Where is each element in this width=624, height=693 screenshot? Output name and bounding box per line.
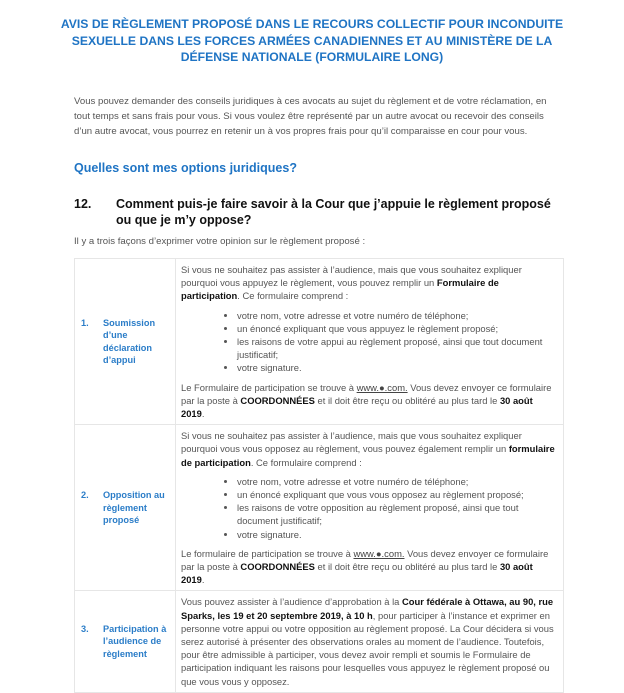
option-number: 3. — [81, 623, 89, 634]
text: . — [201, 408, 205, 420]
intro-paragraph: Vous pouvez demander des conseils juridiques à ces avocats au sujet du règlement et de votre réclamation, en tout temps et sans frais pour vous. Si vous voulez être représenté par un autre avocat ou recevoir des conseils d’un autre avocat, vous pourrez en retenir un à vos propres frais pour qu’il comparaisse en cour pour vous. — [74, 96, 547, 137]
text: Le Formulaire de participation se trouve à — [181, 381, 357, 393]
list-item: • votre signature. — [237, 528, 557, 541]
option-label-cell — [75, 259, 176, 425]
website-link[interactable]: www.●.com. — [353, 547, 405, 559]
form-name: formulaire de participation — [181, 443, 555, 468]
text: Vous pouvez assister à l’audience d’approbation à la — [181, 596, 402, 608]
option-label-cell — [75, 591, 176, 692]
option-label: Soumission d’une déclaration d’appui — [103, 317, 156, 366]
website-link[interactable]: www.●.com. — [356, 381, 408, 393]
requirements-list — [181, 475, 557, 541]
text: Si vous ne souhaitez pas assister à l’audience, mais que vous souhaitez expliquer pourquoi vous appuyez le règlement, vous pouvez remplir un — [181, 264, 522, 289]
option-paragraph — [181, 381, 557, 421]
option-paragraph — [181, 429, 557, 469]
hearing-details: Cour fédérale à Ottawa, au 90, rue Sparks, les 19 et 20 septembre 2019, à 10 h — [181, 596, 554, 621]
text: Le formulaire de participation se trouve à — [181, 547, 354, 559]
text: Vous devez envoyer ce formulaire par la poste à — [181, 547, 549, 573]
text: . Ce formulaire comprend : — [237, 290, 349, 302]
question-heading — [74, 196, 564, 228]
option-row — [75, 591, 564, 692]
list-item: • un énoncé expliquant que vous vous opposez au règlement proposé; — [237, 488, 557, 501]
list-item: • votre nom, votre adresse et votre numéro de téléphone; — [237, 475, 557, 488]
question-text: Comment puis-je faire savoir à la Cour que j’appuie le règlement proposé ou que je m’y oppose? — [116, 197, 551, 227]
text: et il doit être reçu ou oblitéré au plus tard le — [314, 561, 500, 573]
requirements-list — [181, 309, 557, 375]
text: . Ce formulaire comprend : — [250, 456, 362, 468]
option-row — [75, 425, 564, 591]
option-label-cell — [75, 425, 176, 591]
document-title: AVIS DE RÈGLEMENT PROPOSÉ DANS LE RECOURS COLLECTIF POUR INCONDUITE SEXUELLE DANS LES FORCES ARMÉES CANADIENNES ET AU MINISTÈRE DE LA DÉFENSE NATIONALE (FORMULAIRE LONG) — [60, 17, 564, 64]
text: et il doit être reçu ou oblitéré au plus tard le — [314, 394, 500, 406]
list-item: • votre nom, votre adresse et votre numéro de téléphone; — [237, 309, 557, 322]
list-item: • un énoncé expliquant que vous appuyez le règlement proposé; — [237, 322, 557, 335]
option-paragraph — [181, 263, 557, 303]
option-number: 2. — [81, 490, 89, 501]
list-item: • les raisons de votre appui au règlement proposé, ainsi que tout document justificatif; — [237, 335, 557, 361]
contact-info: COORDONNÉES — [240, 561, 315, 573]
option-paragraph — [181, 547, 557, 587]
question-number: 12. — [74, 197, 92, 211]
option-label: Participation à l’audience de règlement — [103, 623, 167, 659]
text: , pour participer à l’instance et exprimer en personne votre appui ou votre opposition au règlement proposé. La Cour décidera si vous serez autorisé à présenter des observations orales au moment de l’audience. Toutefois, pour être admissible à participer, vous devez avoir rempli et soumis le Formulaire de participation indiquant les raisons pour lesquelles vous appuyez le règlement proposé ou que vous vous y opposez. — [181, 609, 554, 687]
text: Si vous ne souhaitez pas assister à l’audience, mais que vous souhaitez expliquer pourquoi vous vous opposez au règlement, vous pouvez également remplir un — [181, 430, 522, 455]
text: Vous devez envoyer ce formulaire par la poste à — [181, 381, 552, 406]
option-number: 1. — [81, 317, 89, 328]
form-name: Formulaire de participation — [181, 277, 499, 302]
option-row — [75, 259, 564, 425]
options-table — [74, 258, 564, 693]
text: . — [201, 574, 205, 586]
list-item: • votre signature. — [237, 361, 557, 374]
option-description — [176, 259, 564, 425]
deadline: 30 août 2019 — [181, 561, 533, 586]
contact-info: COORDONNÉES — [240, 394, 315, 406]
deadline: 30 août 2019 — [181, 394, 533, 420]
option-description — [176, 591, 564, 692]
option-paragraph — [181, 595, 557, 687]
lead-text: Il y a trois façons d’exprimer votre opinion sur le règlement proposé : — [74, 236, 366, 247]
list-item: • les raisons de votre opposition au règlement proposé, ainsi que tout document justificatif; — [237, 501, 557, 527]
section-heading: Quelles sont mes options juridiques? — [74, 161, 297, 175]
option-description — [176, 425, 564, 591]
option-label: Opposition au règlement proposé — [103, 490, 165, 526]
